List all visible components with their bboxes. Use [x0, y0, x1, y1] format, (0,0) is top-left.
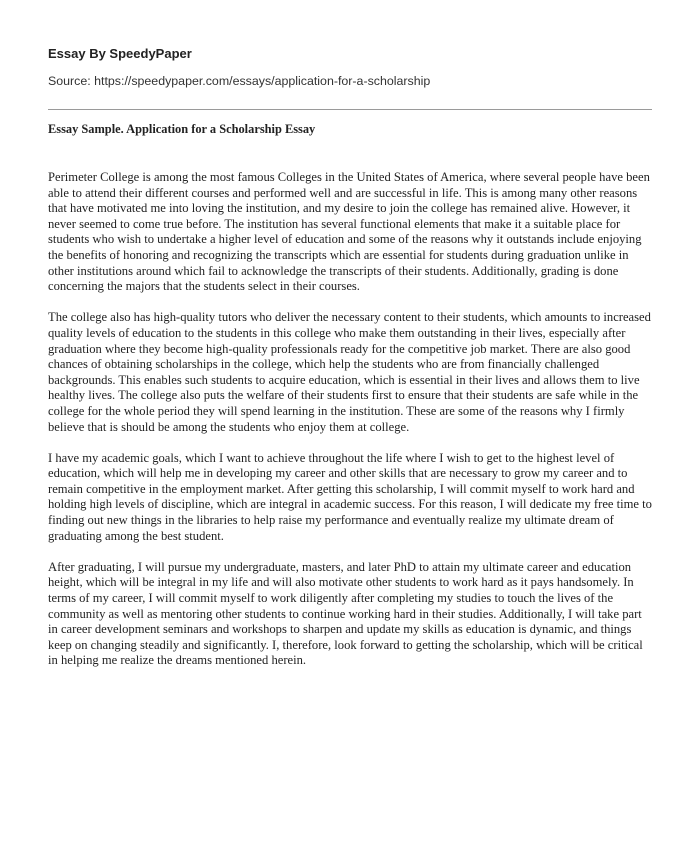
essay-paragraph-4: After graduating, I will pursue my undergraduate, masters, and later PhD to attain my ultimate career and education height, which will be integral in my life and will also motivate other students to work hard as it pays handsomely. In terms of my career, I will commit myself to work diligently after completing my studies to touch the lives of the community as well as mentoring other students to continue working hard in their studies. Additionally, I will take part in career development seminars and workshops to sharpen and update my skills as education is dynamic, and things keep on changing steadily and significantly. I, therefore, look forward to getting the scholarship, which will be critical in helping me realize the dreams mentioned herein.	[48, 559, 643, 668]
essay-paragraph-2: The college also has high-quality tutors who deliver the necessary content to their students, which amounts to increased quality levels of education to the students in this college who make them outstanding in their lives, especially after graduation where they become high-quality professionals ready for the competitive job market. There are also good chances of obtaining scholarships in the college, which help the students who are from financially challenged backgrounds. This enables such students to acquire education, which is essential in their lives and allows them to live healthy lives. The college also puts the welfare of their students first to ensure that their students are safe while in the college for the whole period they will spend learning in the institution. These are some of the reasons why I firmly believe that is should be among the students who enjoy them at college.	[48, 310, 651, 434]
header-divider	[48, 109, 652, 110]
essay-body	[48, 170, 652, 669]
essay-paragraph-1: Perimeter College is among the most famous Colleges in the United States of America, where several people have been able to attend their different courses and performed well and are successful in life. This is among many other reasons that have motivated me into loving the institution, and my desire to join the college has remained alive. However, it never seemed to come true before. The institution has several functional elements that make it a suitable place for students who wish to undertake a higher level of education and some of the reasons why it outstands include enjoying the benefits of honoring and recognizing the transcripts which are essential for students during graduation unlike in other institutions around which fail to acknowledge the transcripts of their students. Additionally, grading is done concerning the majors that the students select in their courses.	[48, 170, 650, 294]
site-title: Essay By SpeedyPaper	[48, 46, 192, 61]
essay-paragraph-3: I have my academic goals, which I want to achieve throughout the life where I wish to get to the highest level of education, which will help me in developing my career and other skills that are necessary to grow my career and to remain competitive in the employment market. After getting this scholarship, I will commit myself to work hard and holding high levels of discipline, which are integral in academic success. For this reason, I will dedicate my free time to finding out new things in the libraries to help raise my performance and eventually realize my ultimate dream of graduating among the best student.	[48, 450, 652, 543]
essay-title: Essay Sample. Application for a Scholarship Essay	[48, 122, 316, 136]
source-line: Source: https://speedypaper.com/essays/application-for-a-scholarship	[48, 74, 431, 88]
